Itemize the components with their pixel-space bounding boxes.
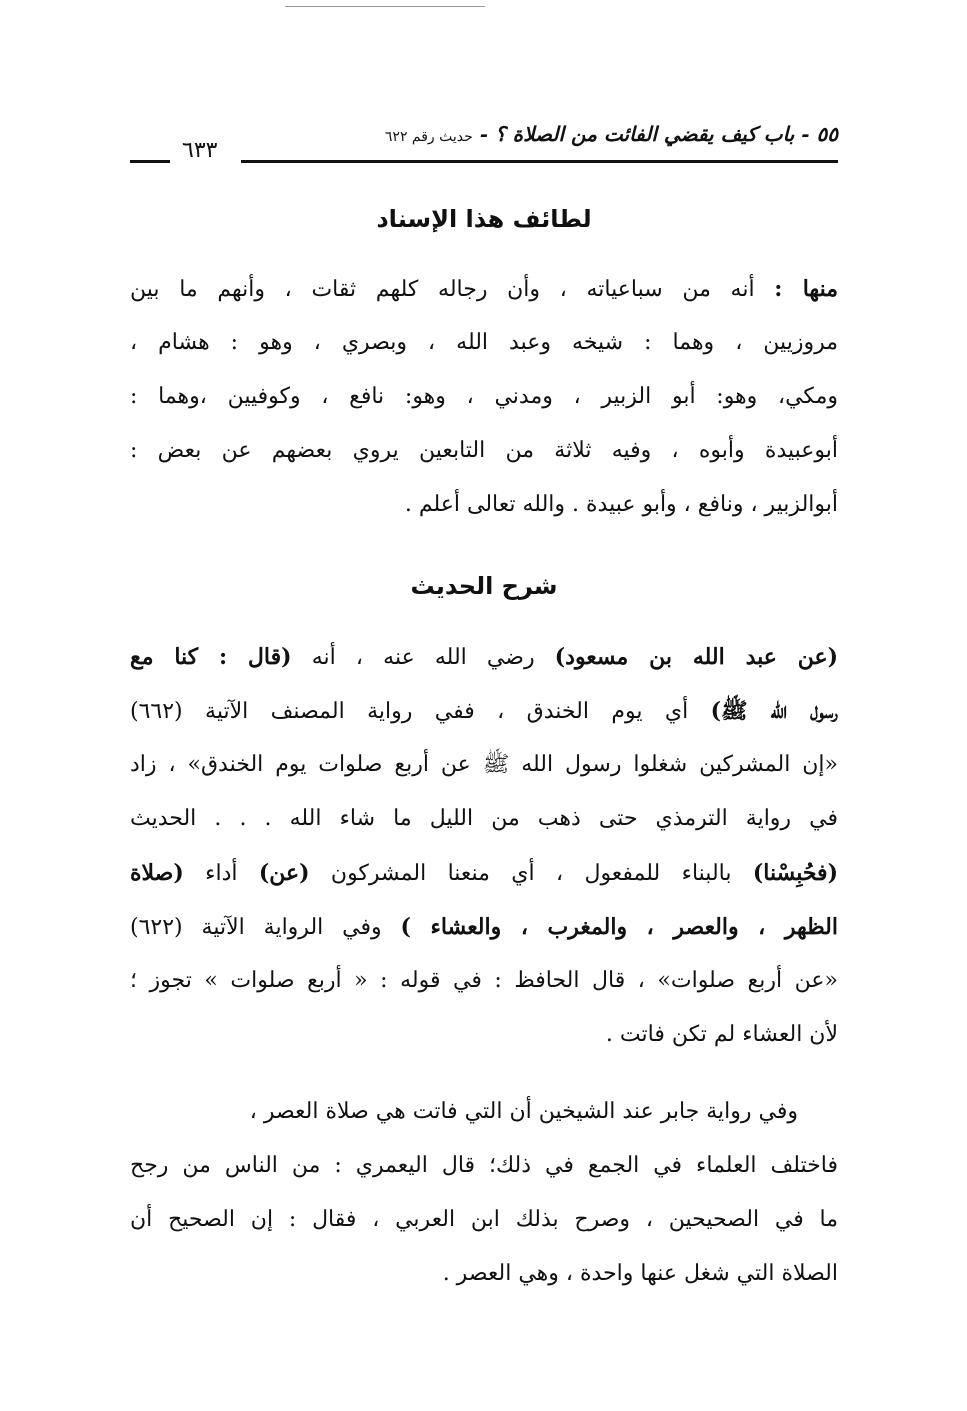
text-line: وفي رواية جابر عند الشيخين أن التي فاتت هي صلاة العصر ،	[249, 1099, 798, 1124]
quoted-matn: (عن عبد الله بن مسعود)	[554, 644, 838, 670]
line-text: رضي الله عنه ، أنه	[291, 645, 555, 670]
quoted-matn: الظهر ، والعصر ، والمغرب ، والعشاء )	[400, 914, 838, 940]
text-line: الصلاة التي شغل عنها واحدة ، وهي العصر .	[442, 1261, 838, 1286]
page-number: ٦٣٣	[182, 138, 218, 163]
section-heading-isnad: لطائف هذا الإسناد	[376, 205, 592, 233]
chapter-title	[385, 122, 838, 146]
isnad-paragraph	[130, 262, 838, 532]
quoted-matn: (عن)	[258, 860, 310, 886]
line-text: وفي الرواية الآتية (٦٢٢)	[130, 915, 401, 940]
quoted-matn: (قال : كنا مع	[130, 644, 292, 670]
text-line: لأن العشاء لم تكن فاتت .	[605, 1022, 838, 1047]
text-line: أبوعبيدة وأبوه ، وفيه ثلاثة من التابعين يروي بعضهم عن بعض :	[130, 438, 838, 463]
section-heading-sharh: شرح الحديث	[410, 572, 558, 600]
quoted-matn: (فحُبِسْنا)	[752, 860, 838, 886]
text-line: أبوالزبير ، ونافع ، وأبو عبيدة . والله تعالى أعلم .	[404, 492, 838, 517]
text-line	[130, 900, 838, 954]
chapter-title-text: ٥٥ - باب كيف يقضي الفائت من الصلاة ؟ -	[479, 122, 838, 146]
hadith-reference: حديث رقم ٦٢٢	[384, 129, 473, 145]
text-line	[130, 846, 838, 900]
text-line: «عن أربع صلوات» ، قال الحافظ : في قوله : « أربع صلوات » تجوز ؛	[130, 968, 838, 993]
top-scan-rule	[285, 6, 485, 7]
text-line	[130, 630, 838, 684]
header-rule-short	[130, 160, 170, 163]
header-rule	[241, 160, 838, 163]
quoted-matn: (صلاة	[130, 860, 184, 886]
quoted-matn: رسول الله ﷺ)	[710, 698, 838, 724]
line-text: أنه من سباعياته ، وأن رجاله كلهم ثقات ، وأنهم ما بين	[130, 277, 775, 302]
text-line: ما في الصحيحين ، وصرح بذلك ابن العربي ، فقال : إن الصحيح أن	[130, 1207, 838, 1232]
sharh-paragraph-2	[130, 1085, 838, 1301]
text-line: فاختلف العلماء في الجمع في ذلك؛ قال اليعمري : من الناس من رجح	[130, 1153, 838, 1178]
running-header	[130, 112, 838, 172]
line-text: بالبناء للمفعول ، أي منعنا المشركون	[309, 861, 753, 886]
text-line: في رواية الترمذي حتى ذهب من الليل ما شاء الله . . . الحديث	[130, 806, 838, 831]
text-line	[130, 262, 838, 316]
label-minha: منها :	[774, 276, 838, 302]
sharh-paragraph-1	[130, 630, 838, 1062]
text-line: ومكي، وهو: أبو الزبير ، ومدني ، وهو: نافع ، وكوفيين ،وهما :	[130, 384, 838, 409]
text-line: مروزيين ، وهما : شيخه وعبد الله ، وبصري ، وهو : هشام ،	[130, 330, 838, 355]
line-text: أداء	[183, 861, 259, 886]
text-line: «إن المشركين شغلوا رسول الله ﷺ عن أربع صلوات يوم الخندق» ، زاد	[130, 752, 838, 777]
text-line	[130, 684, 838, 738]
line-text: أي يوم الخندق ، ففي رواية المصنف الآتية (٦٦٢)	[130, 699, 711, 724]
